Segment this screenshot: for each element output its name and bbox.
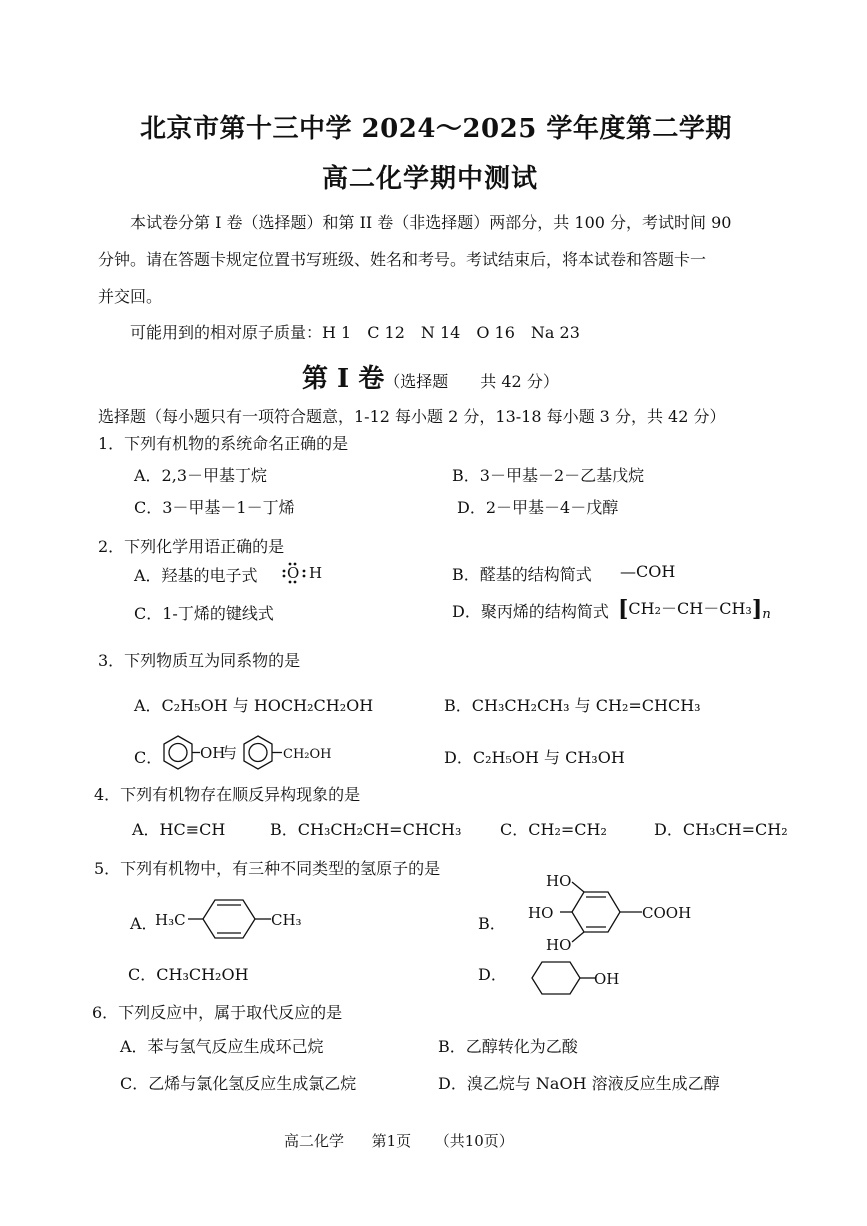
polypropylene-repeat-unit: CH₂－CH－CH₃: [628, 599, 752, 618]
p-xylene-right-methyl: CH₃: [271, 911, 302, 929]
polypropylene-n: n: [762, 607, 771, 623]
question-4-option-d: D．CH₃CH=CH₂: [654, 820, 788, 839]
question-2-option-a: A．羟基的电子式: [134, 566, 258, 585]
hydroxyl-o-label: O: [287, 564, 300, 582]
gallic-cooh: COOH: [642, 904, 692, 922]
question-3-option-c: C．: [134, 748, 163, 767]
question-1-option-a: A．2,3－甲基丁烷: [134, 466, 268, 485]
intro-line-1: 本试卷分第 I 卷（选择题）和第 II 卷（非选择题）两部分，共 100 分，考试时间 90: [130, 213, 732, 232]
section-title: [302, 358, 559, 395]
question-5-option-d: D．: [478, 965, 507, 984]
question-6-option-a: A．苯与氢气反应生成环己烷: [120, 1037, 324, 1056]
question-4-option-c: C．CH₂=CH₂: [500, 820, 607, 839]
gallic-oh-bottom: HO: [546, 936, 572, 954]
benzyl-ch2oh-label: CH₂OH: [283, 747, 332, 762]
phenol-oh-label: OH: [200, 744, 226, 762]
question-4-option-a: A．HC≡CH: [132, 820, 226, 839]
question-6-option-c: C．乙烯与氯化氢反应生成氯乙烷: [120, 1074, 357, 1093]
question-1-option-b: B．3－甲基－2－乙基戊烷: [452, 466, 645, 485]
question-1-option-d: D．2－甲基－4－戊醇: [457, 498, 619, 517]
gallic-acid-structure: [524, 868, 734, 958]
question-6-option-d: D．溴乙烷与 NaOH 溶液反应生成乙醇: [438, 1074, 720, 1093]
question-1-option-c: C．3－甲基－1－丁烯: [134, 498, 295, 517]
question-5-stem: 5．下列有机物中，有三种不同类型的氢原子的是: [94, 859, 441, 878]
section-title-text: 第 I 卷: [302, 364, 385, 394]
footer-total: （共10页）: [434, 1132, 514, 1150]
atomic-masses: 可能用到的相对原子质量：H 1 C 12 N 14 O 16 Na 23: [130, 323, 580, 342]
question-6-stem: 6．下列反应中，属于取代反应的是: [92, 1003, 343, 1022]
yu-text: 与: [222, 744, 238, 762]
hydroxyl-electron-formula: [282, 560, 332, 584]
question-4-option-b: B．CH₃CH₂CH=CHCH₃: [270, 820, 462, 839]
section-instruction: 选择题（每小题只有一项符合题意，1-12 每小题 2 分，13-18 每小题 3 分，共 42 分）: [98, 407, 726, 426]
question-3-option-a: A．C₂H₅OH 与 HOCH₂CH₂OH: [134, 696, 374, 715]
footer-subject: 高二化学: [284, 1132, 345, 1150]
footer-page: 第1页: [371, 1132, 412, 1150]
question-5-option-b: B．: [478, 914, 506, 933]
question-3-option-d: D．C₂H₅OH 与 CH₃OH: [444, 748, 625, 767]
question-3-stem: 3．下列物质互为同系物的是: [98, 651, 301, 670]
exam-subtitle: 高二化学期中测试: [322, 164, 539, 194]
question-2-stem: 2．下列化学用语正确的是: [98, 537, 285, 556]
question-4-stem: 4．下列有机物存在顺反异构现象的是: [94, 785, 361, 804]
gallic-oh-middle: HO: [528, 904, 554, 922]
section-note: （选择题 共 42 分）: [384, 372, 559, 391]
gallic-oh-top: HO: [546, 872, 572, 890]
question-2-option-b: B．醛基的结构简式: [452, 565, 592, 584]
phenol-and-benzyl-alcohol: [158, 734, 358, 772]
page-footer: [284, 1130, 514, 1151]
cyclohexanol-oh: OH: [594, 970, 620, 988]
cyclohexanol-structure: [528, 958, 628, 998]
question-2-option-d: D．聚丙烯的结构简式: [452, 602, 609, 621]
question-1-stem: 1．下列有机物的系统命名正确的是: [98, 434, 349, 453]
exam-title: 北京市第十三中学 2024～2025 学年度第二学期: [140, 114, 732, 144]
p-xylene-structure: [155, 896, 315, 942]
intro-line-2: 分钟。请在答题卡规定位置书写班级、姓名和考号。考试结束后，将本试卷和答题卡一: [98, 250, 707, 269]
question-6-option-b: B．乙醇转化为乙酸: [438, 1037, 578, 1056]
question-5-option-a: A．: [130, 914, 158, 933]
aldehyde-group-formula: —COH: [620, 562, 676, 581]
polypropylene-formula: $[CH_2-CH-CH_3]_n$: [618, 596, 771, 623]
question-5-option-c: C．CH₃CH₂OH: [128, 965, 249, 984]
intro-line-3: 并交回。: [98, 287, 163, 306]
question-2-option-c: C．1-丁烯的键线式: [134, 604, 274, 623]
p-xylene-left-methyl: H₃C: [155, 911, 186, 929]
hydroxyl-h-label: H: [309, 564, 323, 582]
question-3-option-b: B．CH₃CH₂CH₃ 与 CH₂=CHCH₃: [444, 696, 701, 715]
